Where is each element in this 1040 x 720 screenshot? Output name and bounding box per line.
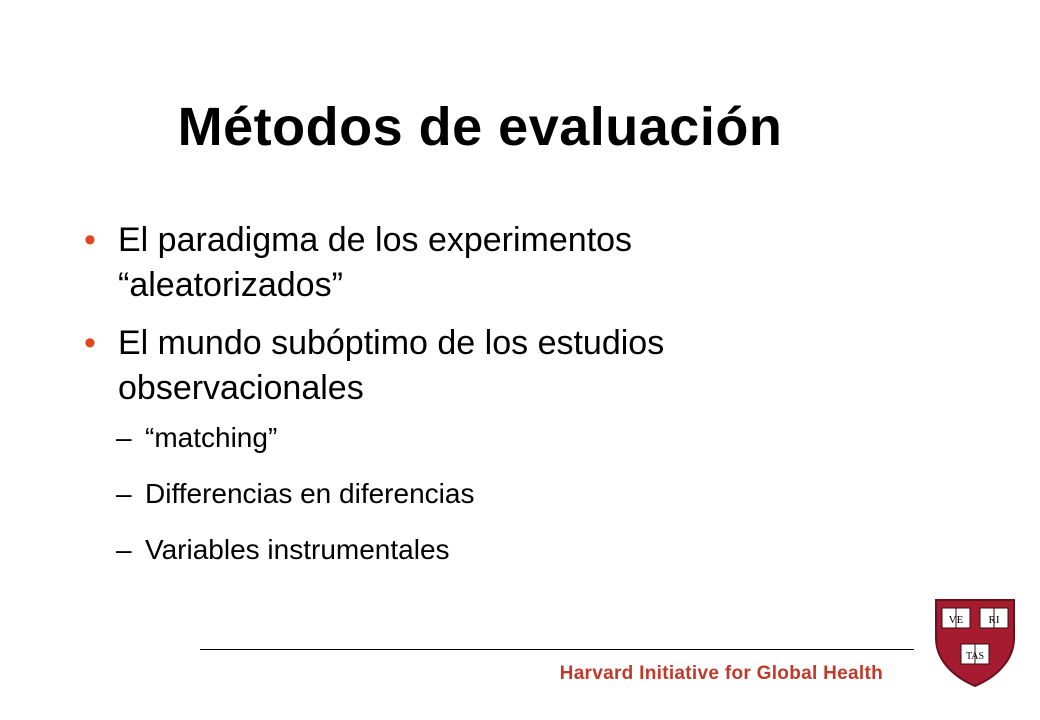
footer-label: Harvard Initiative for Global Health bbox=[559, 663, 883, 684]
book-icon bbox=[942, 608, 970, 628]
sub-bullet-text: “matching” bbox=[145, 422, 278, 453]
book-label: RI bbox=[988, 614, 1000, 626]
bullet-item bbox=[84, 321, 844, 569]
book-icon bbox=[961, 644, 989, 664]
dash-marker: – bbox=[116, 534, 132, 565]
book-label: TAS bbox=[965, 651, 985, 662]
book-label: VE bbox=[948, 614, 964, 626]
sub-bullet-item bbox=[116, 531, 844, 569]
harvard-shield-icon bbox=[934, 598, 1016, 688]
bullet-text: El mundo subóptimo de los estudios observacionales bbox=[118, 324, 665, 407]
dash-marker: – bbox=[116, 478, 132, 509]
bullet-marker: • bbox=[84, 324, 96, 362]
sub-bullet-text: Differencias en diferencias bbox=[145, 478, 475, 509]
sub-bullet-text: Variables instrumentales bbox=[145, 534, 450, 565]
bullet-text: El paradigma de los experimentos “aleatorizados” bbox=[118, 221, 633, 304]
book-icon bbox=[980, 608, 1008, 628]
dash-marker: – bbox=[116, 422, 132, 453]
sub-bullet-item bbox=[116, 419, 844, 457]
bullet-list bbox=[84, 218, 844, 587]
slide-title: Métodos de evaluación bbox=[177, 97, 783, 157]
bullet-item bbox=[84, 218, 844, 308]
sub-bullet-item bbox=[116, 475, 844, 513]
footer-divider bbox=[200, 649, 914, 650]
sub-bullet-list bbox=[116, 419, 844, 569]
bullet-marker: • bbox=[84, 221, 96, 259]
